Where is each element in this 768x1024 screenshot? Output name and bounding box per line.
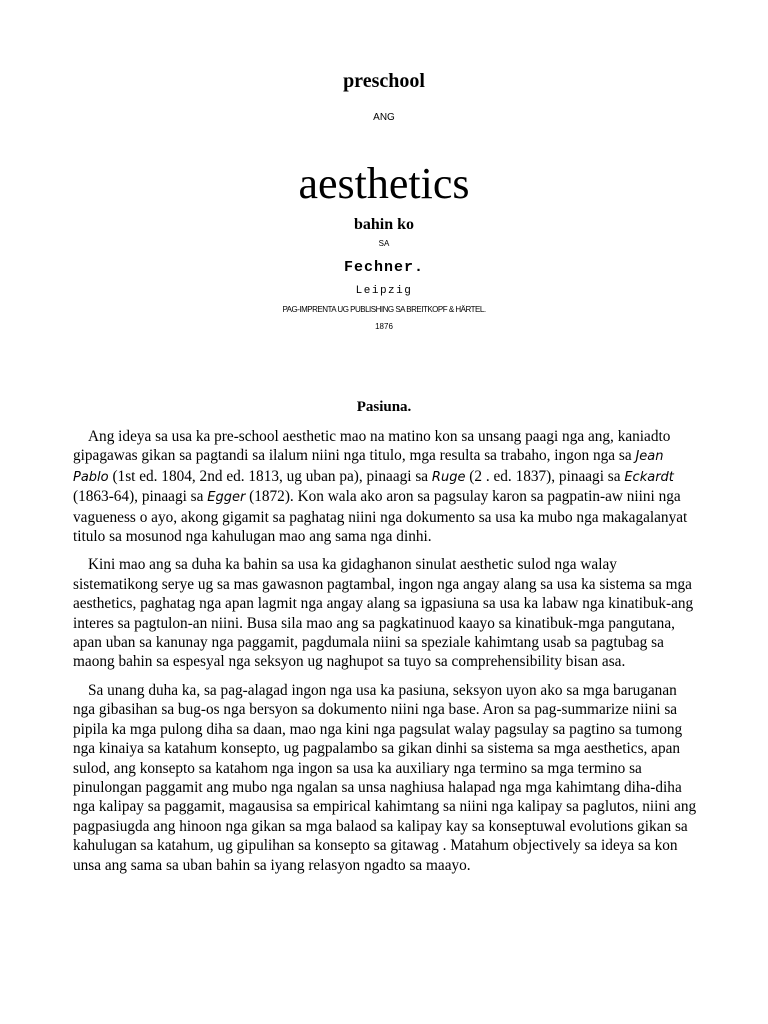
author-name-egger: Egger <box>207 490 246 506</box>
paragraph-1-text-d: (1863-64), pinaagi sa <box>73 488 208 506</box>
author-name-ruge: Ruge <box>431 469 466 485</box>
author-name-jean-pablo: Jean Pablo <box>73 449 664 485</box>
publication-city: Leipzig <box>355 285 413 297</box>
title-ang: ANG <box>373 112 395 123</box>
book-title: aesthetics <box>298 159 470 208</box>
paragraph-1-text-e: (1872). Kon wala ako aron sa pagsulay karon sa pagpatin-aw niini nga vagueness o ayo, akong gigamit sa paghatag niini nga dokumento sa usa ka mubo nga makagalanyat titulo sa mosunod nga kahulugan mao ang sama nga dinhi. <box>73 488 688 546</box>
paragraph-1-text-a: Ang ideya sa usa ka pre-school aesthetic mao na matino kon sa unsang paagi nga ang, kaniadto gipagawas gikan sa pagtandi sa ilalum niini nga titulo, mga resulta sa trabaho, ingon nga sa <box>73 428 671 465</box>
body-text <box>73 427 697 884</box>
paragraph-2: Kini mao ang sa duha ka bahin sa usa ka gidaghanon sinulat aesthetic sulod nga walay sistematikong serye ug sa mas gawasnon pagtambal, ingon nga angay alang sa usa ka sistema sa mga aesthetics, paghatag nga apan lagmit nga angay alang sa igpasiuna sa usa ka labaw nga kinatibuk-ang interes sa pagtulon-an niini. Busa sila mao ang sa pagkatinuod kaayo sa kinatibuk-mga pangutana, apan uban sa kanunay nga paggamit, pagdumala niini sa speziale kahimtang usab sa pagtubag sa maong bahin sa espesyal nga seksyon ug naghupot sa tuyo sa comprehensibility bisan asa. <box>73 556 694 671</box>
title-preschool: preschool <box>343 70 425 92</box>
section-heading: Pasiuna. <box>356 399 412 415</box>
paragraph-3: Sa unang duha ka, sa pag-alagad ingon nga usa ka pasiuna, seksyon uyon ako sa mga baruganan nga gibasihan sa bug-os nga bersyon sa dokumento niini nga base. Aron sa pag-summarize niini sa pipila ka mga pulong diha sa daan, mao nga kini nga pagsulat walay pagsulay sa pagtino sa tumong nga kinaiya sa katahum konsepto, ug pagpalambo sa gikan dinhi sa sistema sa mga aesthetics, apan sulod, ang konsepto sa katahom nga ingon sa usa ka auxiliary nga termino sa mga termino sa pinulongan paggamit ang mubo nga ngalan sa unsa naghiusa halapad nga mga kahimtang diha-diha nga kalipay sa paggamit, magausisa sa empirical kahimtang sa niini nga kalipay sa paglutos, niini ang pagpasiugda ang hinoon nga gikan sa mga balaod sa kalipay kay sa konseptuwal evolutions gikan sa kahulugan sa katahum, ug gipulihan sa konsepto sa gitawag . Matahum objectively sa ideya sa kon unsa ang sama sa uban bahin sa iyang relasyon ngadto sa maayo. <box>73 681 697 874</box>
author-name: Fechner. <box>343 259 424 276</box>
part-label: bahin ko <box>353 216 415 233</box>
paragraph-1-text-b: (1st ed. 1804, 2nd ed. 1813, ug uban pa), pinaagi sa <box>108 467 432 485</box>
publisher-line: PAG-IMPRENTA UG PUBLISHING SA BREITKOPF & HÄRTEL. <box>282 305 486 314</box>
publication-year: 1876 <box>375 322 393 331</box>
paragraph-1 <box>73 427 697 546</box>
author-name-eckardt: Eckardt <box>624 469 674 485</box>
paragraph-1-text-c: (2 . ed. 1837), pinaagi sa <box>465 467 625 485</box>
by-label: SA <box>378 239 390 248</box>
